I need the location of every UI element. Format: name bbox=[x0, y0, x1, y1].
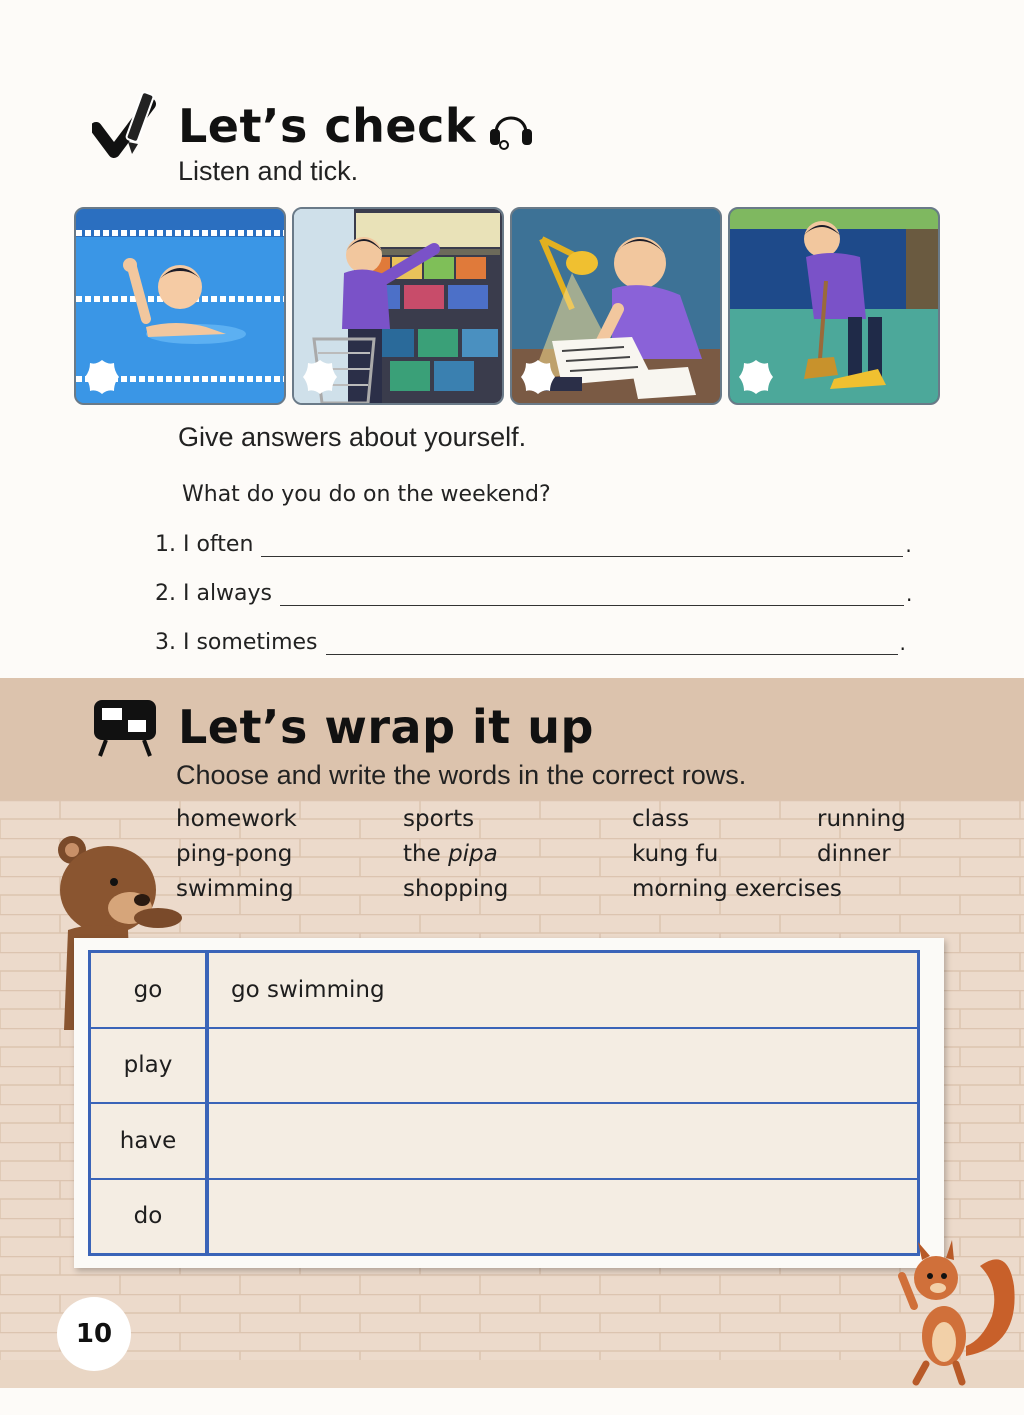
word-the-pipa bbox=[403, 841, 632, 872]
picture-swimming[interactable] bbox=[74, 207, 286, 405]
page-number: 10 bbox=[57, 1297, 131, 1371]
answer-row-2: 2. I always . bbox=[155, 581, 913, 606]
word-ping-pong: ping-pong bbox=[176, 841, 293, 867]
table-answer-play[interactable] bbox=[208, 1028, 918, 1104]
blackboard-icon bbox=[92, 696, 160, 758]
headphones-icon bbox=[488, 105, 534, 157]
word-class: class bbox=[632, 806, 690, 832]
picture-shopping[interactable] bbox=[292, 207, 504, 405]
tick-box-icon[interactable] bbox=[300, 357, 340, 397]
answer-line-2[interactable] bbox=[280, 583, 904, 606]
word-kung-fu: kung fu bbox=[632, 841, 719, 867]
lets-check-subtitle: Listen and tick. bbox=[178, 156, 359, 186]
lets-check-header bbox=[92, 90, 534, 162]
table-verb-do: do bbox=[90, 1179, 208, 1255]
word-pipa: pipa bbox=[448, 841, 498, 867]
table-verb-have: have bbox=[90, 1103, 208, 1179]
word-bank bbox=[176, 806, 937, 907]
word-morning-exercises: morning exercises bbox=[632, 876, 842, 902]
answers-instruction: Give answers about yourself. bbox=[178, 422, 527, 452]
word-running: running bbox=[817, 806, 906, 832]
picture-homework[interactable] bbox=[510, 207, 722, 405]
word-the: the bbox=[403, 841, 441, 867]
table-answer-go[interactable]: go swimming bbox=[208, 952, 918, 1028]
lets-wrap-subtitle: Choose and write the words in the correct rows. bbox=[176, 760, 747, 790]
answers-question: What do you do on the weekend? bbox=[182, 482, 551, 507]
table-verb-go: go bbox=[90, 952, 208, 1028]
pencil-check-icon bbox=[92, 90, 160, 162]
table-verb-play: play bbox=[90, 1028, 208, 1104]
answer-row-3: 3. I sometimes . bbox=[155, 630, 906, 655]
tick-box-icon[interactable] bbox=[518, 357, 558, 397]
table-answer-do[interactable] bbox=[208, 1179, 918, 1255]
lets-wrap-header bbox=[92, 696, 594, 758]
lets-check-title: Let’s check bbox=[178, 99, 476, 153]
tick-box-icon[interactable] bbox=[736, 357, 776, 397]
answer-label-3: 3. I sometimes bbox=[155, 630, 318, 655]
word-sports: sports bbox=[403, 806, 475, 832]
word-shopping: shopping bbox=[403, 876, 509, 902]
table-answer-have[interactable] bbox=[208, 1103, 918, 1179]
picture-sweeping[interactable] bbox=[728, 207, 940, 405]
picture-strip bbox=[74, 207, 940, 405]
word-homework: homework bbox=[176, 806, 297, 832]
answer-label-1: 1. I often bbox=[155, 532, 254, 557]
word-table bbox=[88, 950, 920, 1256]
answer-line-3[interactable] bbox=[326, 632, 898, 655]
squirrel-illustration bbox=[896, 1236, 1020, 1386]
answer-label-2: 2. I always bbox=[155, 581, 273, 606]
word-dinner: dinner bbox=[817, 841, 891, 867]
lets-wrap-title: Let’s wrap it up bbox=[178, 700, 594, 754]
bottom-strip bbox=[0, 1388, 1024, 1415]
tick-box-icon[interactable] bbox=[82, 357, 122, 397]
word-swimming: swimming bbox=[176, 876, 294, 902]
answer-row-1: 1. I often . bbox=[155, 532, 912, 557]
answer-line-1[interactable] bbox=[261, 534, 903, 557]
